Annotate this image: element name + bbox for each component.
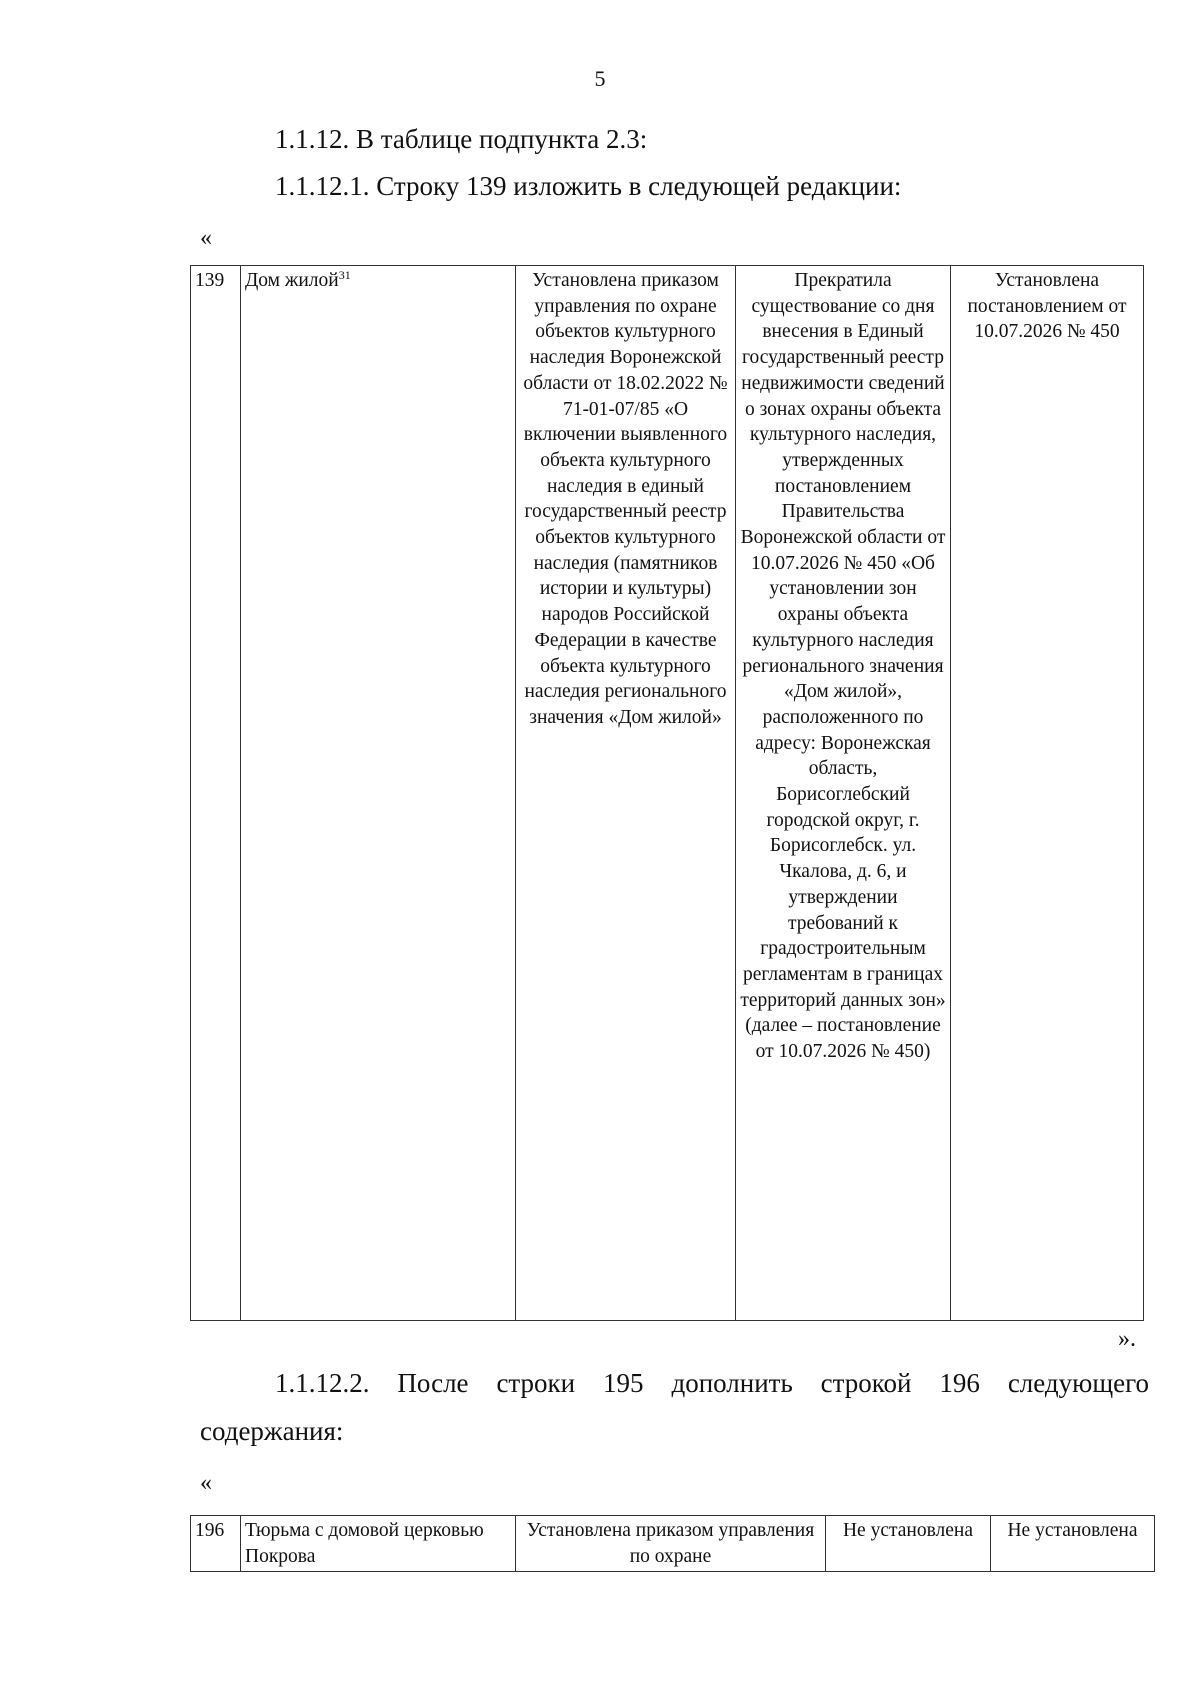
table-row xyxy=(191,266,1144,1321)
table-row-196 xyxy=(190,1515,1155,1572)
paragraph-continuation: содержания: xyxy=(200,1416,344,1446)
object-name-cell xyxy=(241,266,516,1321)
protection-status-cell: Установлена приказом управления по охране xyxy=(516,1516,826,1572)
row-number-cell xyxy=(191,266,241,1321)
paragraph-1-1-12: 1.1.12. В таблице подпункта 2.3: xyxy=(275,124,648,154)
closing-quote-1: ». xyxy=(1118,1326,1136,1352)
footnote-mark: 31 xyxy=(338,268,351,282)
protection-status-cell: Установлена приказом управления по охране объектов культурного наследия Воронежской области от 18.02.2022 № 71-01-07/85 «О включении выявленного объекта культурного наследия в единый государственный реестр объектов культурного наследия (памятников истории и культуры) народов Российской Федерации в качестве объекта культурного наследия регионального значения «Дом жилой» xyxy=(516,266,736,1321)
opening-quote-2: « xyxy=(200,1470,212,1496)
object-name-cell: Тюрьма с домовой церковью Покрова xyxy=(241,1516,516,1572)
table-row-139 xyxy=(190,265,1144,1321)
object-name: Дом жилой xyxy=(245,270,339,291)
zones-status-cell: Не установлена xyxy=(826,1516,991,1572)
requirements-status-cell: Не установлена xyxy=(991,1516,1155,1572)
row-number: 139 xyxy=(195,270,225,291)
requirements-status-cell: Установлена постановлением от 10.07.2026 № 450 xyxy=(951,266,1144,1321)
paragraph-1-1-12-1: 1.1.12.1. Строку 139 изложить в следующей редакции: xyxy=(275,171,902,201)
page-number: 5 xyxy=(594,66,606,91)
paragraph-1-1-12-2: 1.1.12.2. После строки 195 дополнить строкой 196 следующего xyxy=(275,1368,1149,1398)
zones-status-cell: Прекратила существование со дня внесения в Единый государственный реестр недвижимости сведений о зонах охраны объекта культурного наследия, утвержденных постановлением Правительства Воронежской области от 10.07.2026 № 450 «Об установлении зон охраны объекта культурного наследия регионального значения «Дом жилой», расположенного по адресу: Воронежская область, Борисоглебский городской округ, г. Борисоглебск. ул. Чкалова, д. 6, и утверждении требований к градостроительным регламентам в границах территорий данных зон» (далее – постановление от 10.07.2026 № 450) xyxy=(736,266,951,1321)
row-number-cell: 196 xyxy=(191,1516,241,1572)
table-row xyxy=(191,1516,1155,1572)
opening-quote-1: « xyxy=(200,225,212,251)
